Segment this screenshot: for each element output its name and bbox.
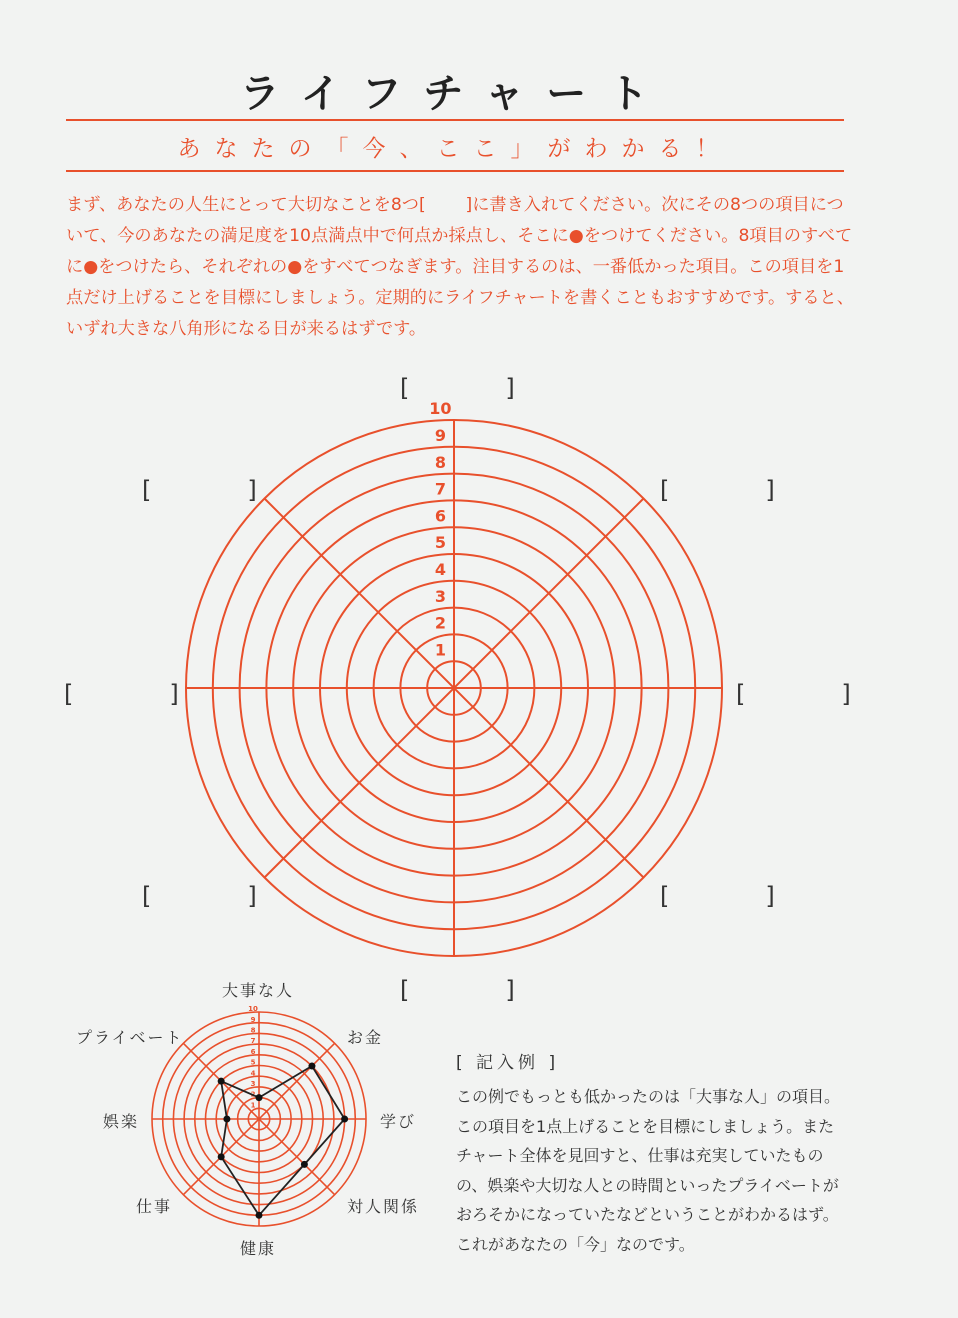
example-score-point-4 — [256, 1212, 263, 1219]
scale-label-8: 8 — [434, 452, 446, 472]
scale-label-2: 2 — [250, 1090, 256, 1099]
example-score-point-1 — [308, 1063, 315, 1070]
page-title: ライフチャート — [239, 71, 671, 117]
scale-label-10: 10 — [248, 1005, 258, 1014]
example-score-point-7 — [218, 1078, 225, 1085]
scale-label-7: 7 — [434, 479, 446, 499]
scale-label-7: 7 — [250, 1037, 256, 1046]
scale-label-1: 1 — [434, 640, 446, 660]
scale-label-10: 10 — [429, 399, 452, 419]
instructions: まず、あなたの人生にとって大切なことを8つ[ ]に書き入れてください。次にその8つの項目について、今のあなたの満足度を10点満点中で何点か採点し、そこに●をつけてください。8項目のすべてに●をつけたら、それぞれの●をすべてつなぎます。注目するのは、一番低かった項目。この項目を1点だけ上げることを目標にしましょう。定期的にライフチャートを書くこともおすすめです。すると、いずれ大きな八角形になる日が来るはずです。 — [66, 195, 854, 339]
blank-item-1[interactable]: [ ] — [400, 374, 515, 402]
example-label-relations: 対人関係 — [347, 1197, 420, 1216]
subtitle: あなたの「今、ここ」がわかる！ — [177, 136, 733, 162]
scale-label-9: 9 — [434, 426, 446, 445]
blank-item-4[interactable]: [ ] — [660, 882, 775, 910]
example-heading: [ 記入例 ] — [456, 1053, 560, 1073]
example-label-private: プライベート — [76, 1028, 184, 1047]
example-label-money: お金 — [347, 1028, 384, 1047]
example-label-leisure: 娯楽 — [103, 1112, 140, 1131]
scale-label-3: 3 — [434, 586, 446, 606]
example-label-learning: 学び — [380, 1112, 417, 1131]
example-score-point-3 — [301, 1161, 308, 1168]
scale-label-2: 2 — [434, 613, 446, 633]
example-label-health: 健康 — [240, 1239, 277, 1258]
example-label-work: 仕事 — [136, 1197, 173, 1216]
example-description: この例でもっとも低かったのは「大事な人」の項目。この項目を1点上げることを目標にしましょう。またチャート全体を見回すと、仕事は充実していたものの、娯楽や大切な人との時間といったプライベートがおろそかになっていたなどということがわかるはず。これがあなたの「今」なのです。 — [456, 1087, 841, 1254]
scale-label-6: 6 — [250, 1047, 256, 1056]
scale-label-4: 4 — [250, 1069, 256, 1078]
scale-label-8: 8 — [250, 1026, 256, 1035]
example-score-point-5 — [218, 1153, 225, 1160]
scale-label-6: 6 — [434, 506, 446, 526]
scale-label-1: 1 — [250, 1101, 256, 1110]
scale-label-5: 5 — [250, 1058, 256, 1067]
blank-item-6[interactable]: [ ] — [142, 882, 257, 910]
example-score-point-2 — [341, 1116, 348, 1123]
example-score-point-6 — [223, 1116, 230, 1123]
scale-label-3: 3 — [250, 1080, 256, 1088]
blank-item-8[interactable]: [ ] — [142, 476, 257, 504]
scale-label-9: 9 — [250, 1015, 256, 1024]
blank-item-7[interactable]: [ ] — [64, 680, 179, 708]
blank-item-3[interactable]: [ ] — [736, 680, 851, 708]
scale-label-5: 5 — [434, 533, 446, 553]
blank-item-5[interactable]: [ ] — [400, 976, 515, 1004]
blank-item-2[interactable]: [ ] — [660, 476, 775, 504]
scale-label-4: 4 — [434, 560, 446, 579]
example-label-people: 大事な人 — [222, 981, 295, 1000]
example-score-point-0 — [256, 1094, 263, 1101]
